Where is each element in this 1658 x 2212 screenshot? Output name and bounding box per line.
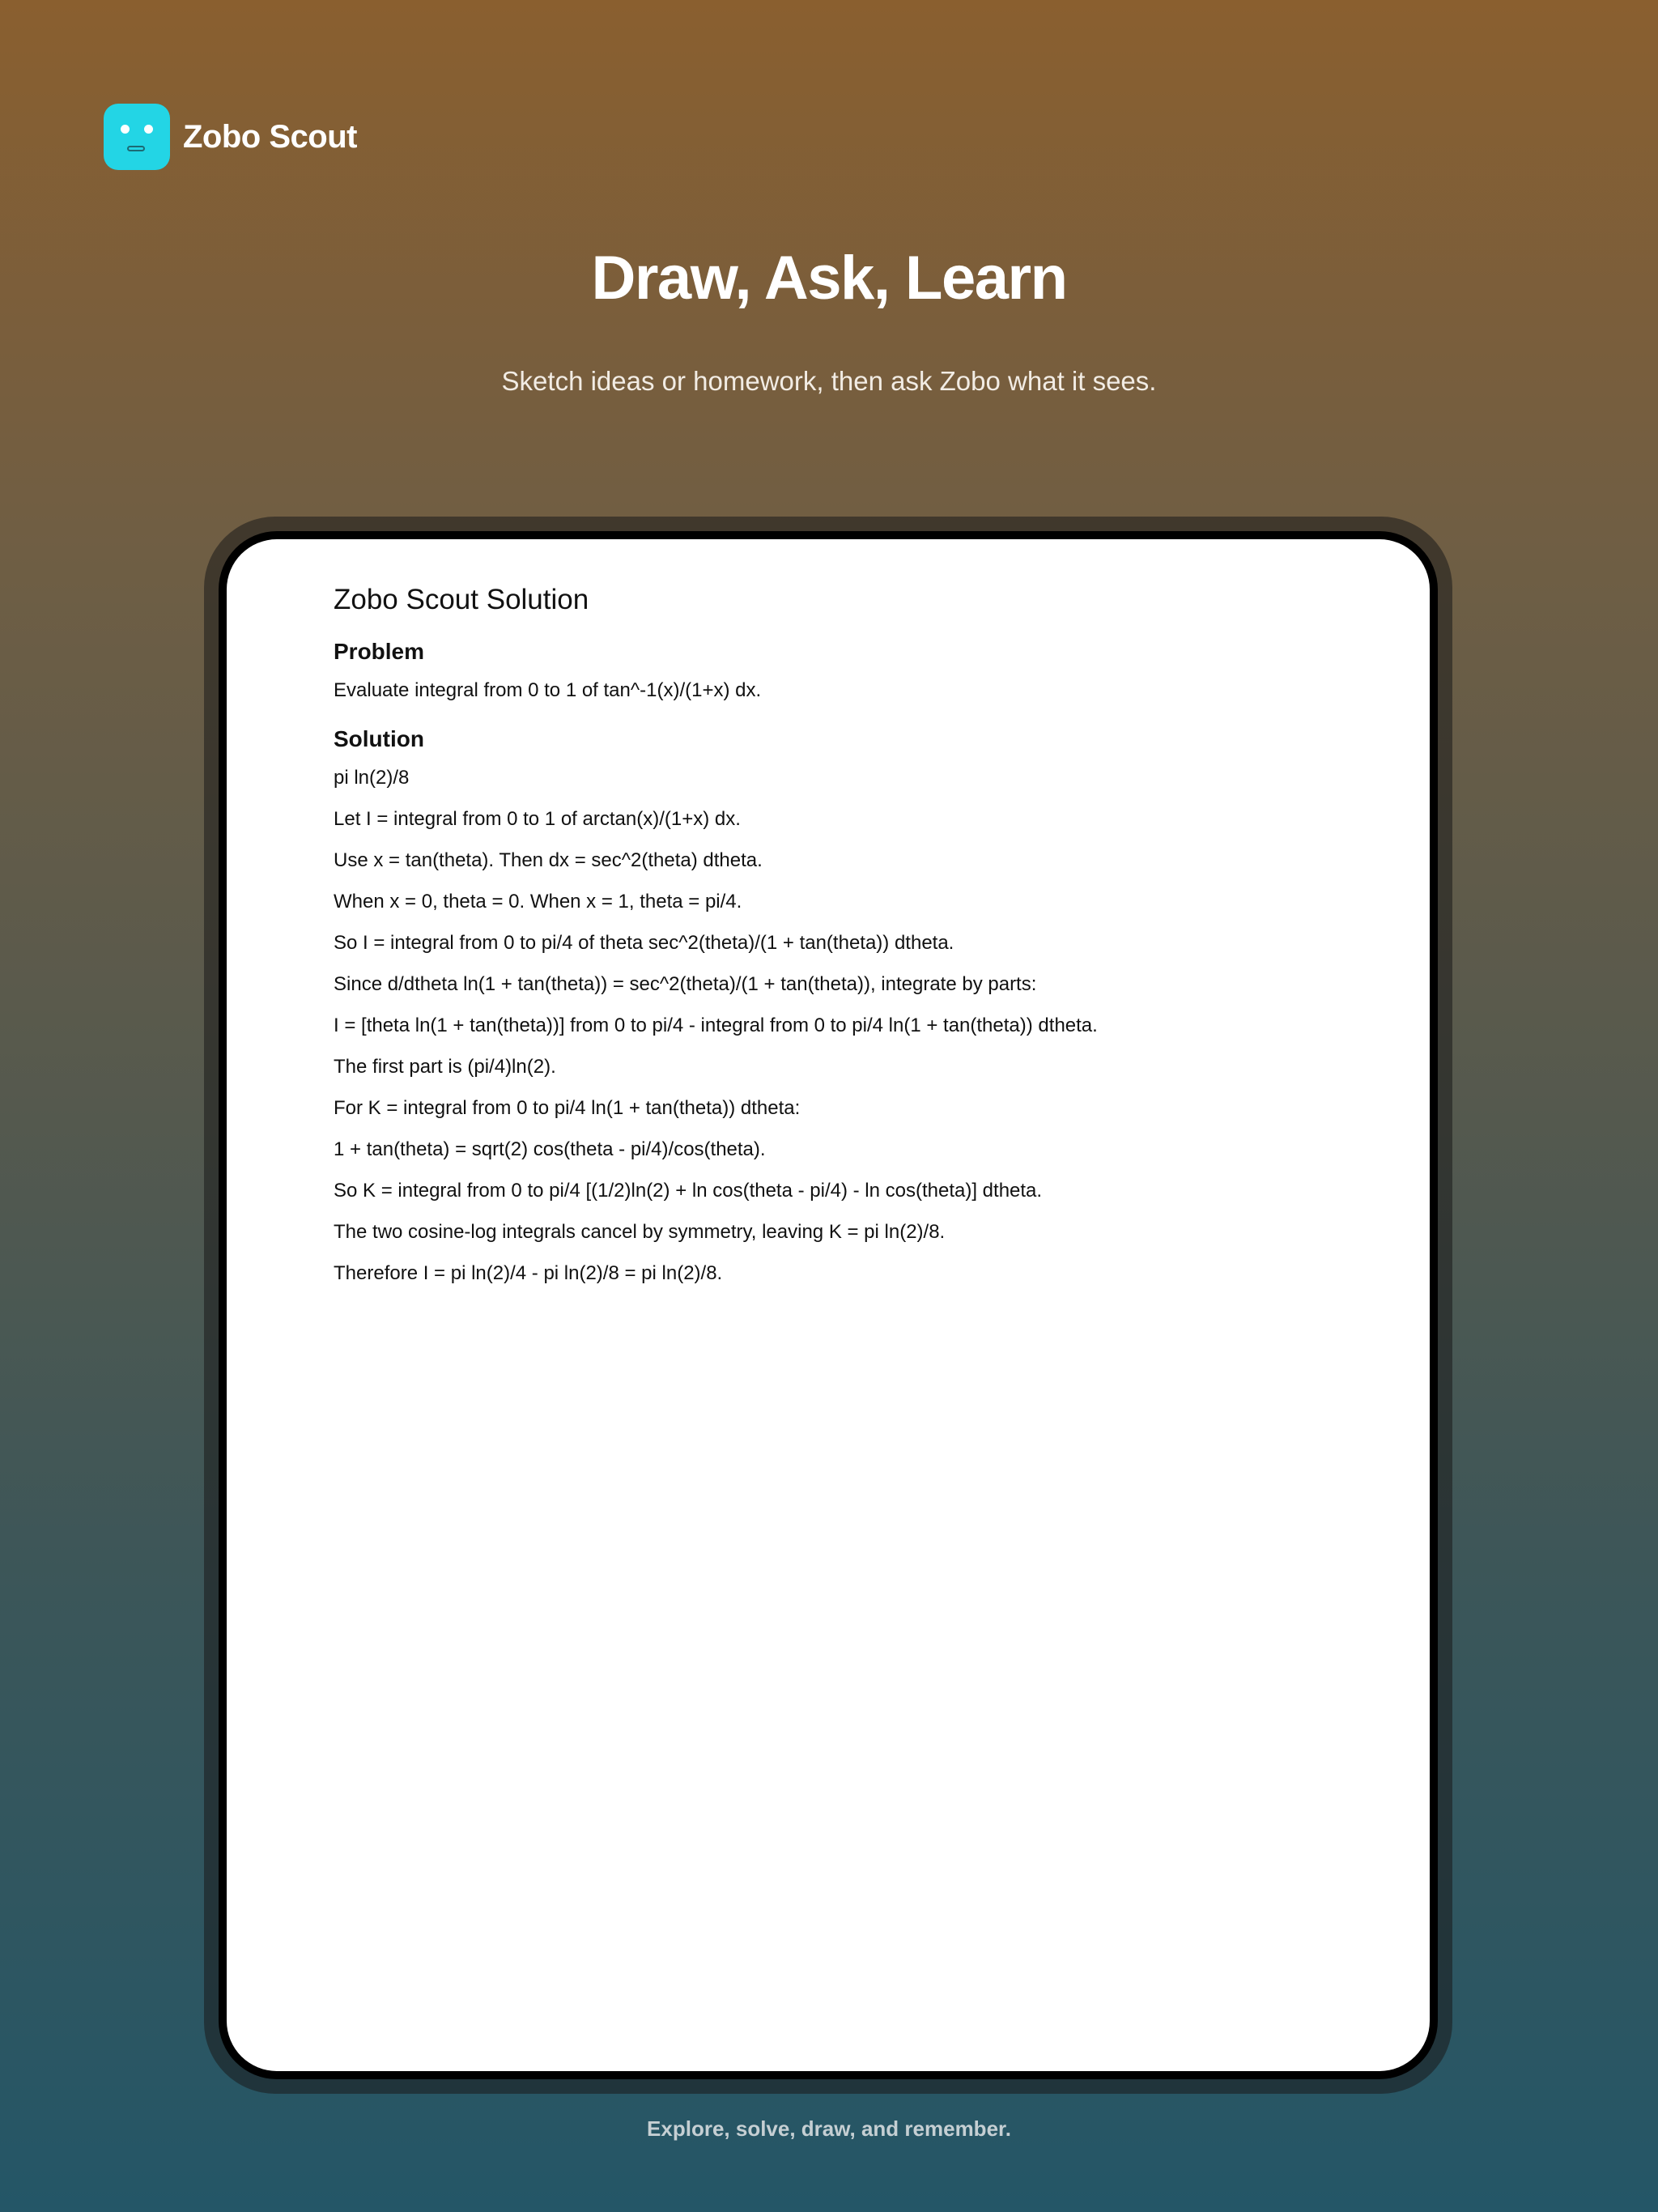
solution-line: Since d/dtheta ln(1 + tan(theta)) = sec^2(theta)/(1 + tan(theta)), integrate by parts: xyxy=(334,973,1037,995)
solution-answer: pi ln(2)/8 xyxy=(334,767,410,789)
solution-line: The first part is (pi/4)ln(2). xyxy=(334,1056,556,1078)
solution-line: The two cosine-log integrals cancel by symmetry, leaving K = pi ln(2)/8. xyxy=(334,1221,946,1243)
hero-subtitle: Sketch ideas or homework, then ask Zobo what it sees. xyxy=(501,366,1157,396)
document-title: Zobo Scout Solution xyxy=(334,584,589,615)
solution-line: So K = integral from 0 to pi/4 [(1/2)ln(2) + ln cos(theta - pi/4) - ln cos(theta)] dtheta. xyxy=(334,1180,1043,1202)
brand-name: Zobo Scout xyxy=(183,118,357,155)
solution-line: Use x = tan(theta). Then dx = sec^2(theta) dtheta. xyxy=(334,849,763,871)
tablet-bezel xyxy=(219,531,1438,2079)
footer-tagline: Explore, solve, draw, and remember. xyxy=(647,2116,1011,2141)
logo-eye-left xyxy=(121,125,130,134)
brand[interactable] xyxy=(104,104,357,170)
solution-line: 1 + tan(theta) = sqrt(2) cos(theta - pi/4)/cos(theta). xyxy=(334,1138,766,1160)
solution-line: Let I = integral from 0 to 1 of arctan(x)/(1+x) dx. xyxy=(334,808,741,830)
solution-line: Therefore I = pi ln(2)/4 - pi ln(2)/8 = pi ln(2)/8. xyxy=(334,1262,723,1284)
solution-line: When x = 0, theta = 0. When x = 1, theta = pi/4. xyxy=(334,891,742,912)
robot-face-icon xyxy=(104,104,170,170)
logo-mouth xyxy=(127,146,145,151)
solution-heading: Solution xyxy=(334,726,424,751)
solution-line: I = [theta ln(1 + tan(theta))] from 0 to pi/4 - integral from 0 to pi/4 ln(1 + tan(theta)) dtheta. xyxy=(334,1015,1098,1036)
solution-line: For K = integral from 0 to pi/4 ln(1 + tan(theta)) dtheta: xyxy=(334,1097,801,1119)
tablet-device xyxy=(204,517,1452,2094)
problem-heading: Problem xyxy=(334,639,425,664)
logo-eye-right xyxy=(144,125,153,134)
problem-text: Evaluate integral from 0 to 1 of tan^-1(x)/(1+x) dx. xyxy=(334,679,762,701)
hero-title: Draw, Ask, Learn xyxy=(591,244,1067,313)
solution-line: So I = integral from 0 to pi/4 of theta sec^2(theta)/(1 + tan(theta)) dtheta. xyxy=(334,932,954,954)
tablet-screen xyxy=(227,539,1430,2071)
solution-document xyxy=(334,584,1333,1304)
